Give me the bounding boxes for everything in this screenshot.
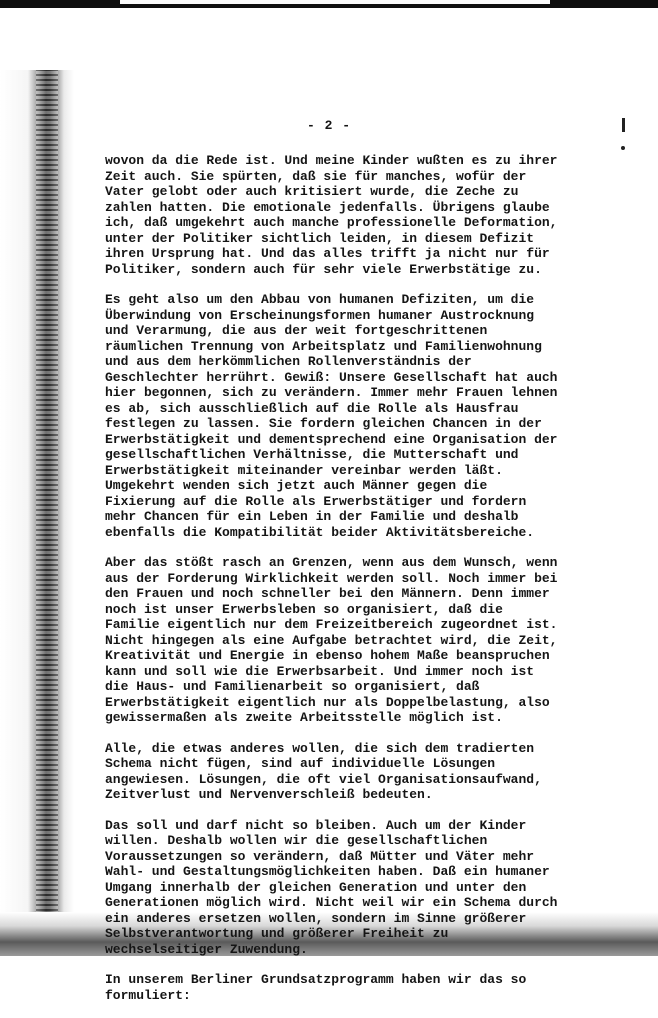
text-line: Familie eigentlich nur dem Freizeitbereich zugeordnet ist. xyxy=(105,617,558,632)
text-line: aus der Forderung Wirklichkeit werden soll. Noch immer bei xyxy=(105,570,558,586)
text-line: es ab, sich ausschließlich auf die Rolle als Hausfrau xyxy=(105,400,519,416)
text-line: Geschlechter herrührt. Gewiß: Unsere Gesellschaft hat auch xyxy=(105,369,558,385)
text-line: gewissermaßen als zweite Arbeitsstelle möglich ist. xyxy=(105,710,503,725)
text-line: Aber das stößt rasch an Grenzen, wenn aus dem Wunsch, wenn xyxy=(105,555,558,570)
text-line: ihren Ursprung hat. Und das alles trifft ja nicht nur für xyxy=(105,246,550,261)
text-line: angewiesen. Lösungen, die oft viel Organisationsaufwand, xyxy=(105,771,542,787)
text-line: Generationen möglich wird. Nicht weil wir ein Schema durch xyxy=(105,895,558,910)
text-line: und Verarmung, die aus der weit fortgeschrittenen xyxy=(105,323,488,338)
paragraph xyxy=(105,972,620,1003)
text-line: Umgang innerhalb der gleichen Generation und unter den xyxy=(105,879,527,895)
text-line: zahlen hatten. Die emotionale jedenfalls. Übrigens glaube xyxy=(105,199,550,215)
text-line: Vater gelobt oder auch kritisiert wurde, die Zeche zu xyxy=(105,184,519,199)
paragraph xyxy=(105,741,620,803)
text-line: Zeit auch. Sie spürten, daß sie für manches, wofür der xyxy=(105,168,527,184)
scan-left-edge-noise xyxy=(36,70,58,956)
text-line: mehr Chancen für ein Leben in der Familie und deshalb xyxy=(105,509,519,524)
text-line: unter der Politiker sichtlich leiden, in diesem Defizit xyxy=(105,230,535,246)
text-line: Politiker, sondern auch für sehr viele Erwerbstätige zu. xyxy=(105,261,542,277)
document-body xyxy=(105,153,620,1018)
text-line: wechselseitiger Zuwendung. xyxy=(105,941,308,957)
text-line: festlegen zu lassen. Sie fordern gleichen Chancen in der xyxy=(105,416,542,431)
text-line: Überwindung von Erscheinungsformen humaner Austrocknung xyxy=(105,307,535,323)
text-line: Selbstverantwortung und größerer Freiheit zu xyxy=(105,926,449,941)
text-line: Schema nicht fügen, sind auf individuelle Lösungen xyxy=(105,756,496,771)
text-line: noch ist unser Erwerbsleben so organisiert, daß die xyxy=(105,601,503,617)
text-line: wovon da die Rede ist. Und meine Kinder wußten es zu ihrer xyxy=(105,153,558,168)
text-line: formuliert: xyxy=(105,987,191,1003)
paragraph xyxy=(105,153,620,277)
text-line: Alle, die etwas anderes wollen, die sich dem tradierten xyxy=(105,740,535,756)
text-line: willen. Deshalb wollen wir die gesellschaftlichen xyxy=(105,833,488,848)
text-line: die Haus- und Familienarbeit so organisiert, daß xyxy=(105,679,480,694)
text-line: ich, daß umgekehrt auch manche professionelle Deformation, xyxy=(105,215,558,230)
text-line: Voraussetzungen so verändern, daß Mütter und Väter mehr xyxy=(105,848,535,864)
text-line: den Frauen und noch schneller bei den Männern. Denn immer xyxy=(105,586,550,601)
paragraph xyxy=(105,292,620,540)
page-number: - 2 - xyxy=(306,118,351,133)
text-line: ein anderes ersetzen wollen, sondern im Sinne größerer xyxy=(105,910,527,926)
text-line: Zeitverlust und Nervenverschleiß bedeuten. xyxy=(105,787,433,802)
text-line: Fixierung auf die Rolle als Erwerbstätiger und fordern xyxy=(105,493,527,509)
text-line: Es geht also um den Abbau von humanen Defiziten, um die xyxy=(105,292,535,307)
text-line: hier begonnen, sich zu verändern. Immer mehr Frauen lehnen xyxy=(105,385,558,400)
text-line: Umgekehrt wenden sich jetzt auch Männer gegen die xyxy=(105,478,488,493)
text-line: In unserem Berliner Grundsatzprogramm haben wir das so xyxy=(105,972,527,987)
paragraph xyxy=(105,555,620,726)
scan-top-edge-gap xyxy=(120,0,550,4)
text-line: Kreativität und Energie in ebenso hohem Maße beanspruchen xyxy=(105,648,550,663)
text-line: Nicht hingegen als eine Aufgabe betrachtet wird, die Zeit, xyxy=(105,632,558,648)
text-line: Erwerbstätigkeit miteinander vereinbar werden läßt. xyxy=(105,462,503,478)
text-line: Das soll und darf nicht so bleiben. Auch um der Kinder xyxy=(105,817,527,833)
text-line: räumlichen Trennung von Arbeitsplatz und Familienwohnung xyxy=(105,338,542,354)
text-line: kann und soll wie die Erwerbsarbeit. Und immer noch ist xyxy=(105,663,535,679)
text-line: ebenfalls die Kompatibilität beider Aktivitätsbereiche. xyxy=(105,524,535,540)
text-line: und aus dem herkömmlichen Rollenverständnis der xyxy=(105,354,472,369)
text-line: Erwerbstätigkeit eigentlich nur als Doppelbelastung, also xyxy=(105,694,550,710)
paragraph xyxy=(105,818,620,958)
text-line: Wahl- und Gestaltungsmöglichkeiten haben. Daß ein humaner xyxy=(105,864,550,879)
text-line: Erwerbstätigkeit und dementsprechend eine Organisation der xyxy=(105,431,558,447)
text-line: gesellschaftlichen Verhältnisse, die Mutterschaft und xyxy=(105,447,519,462)
scan-mark xyxy=(621,146,625,150)
